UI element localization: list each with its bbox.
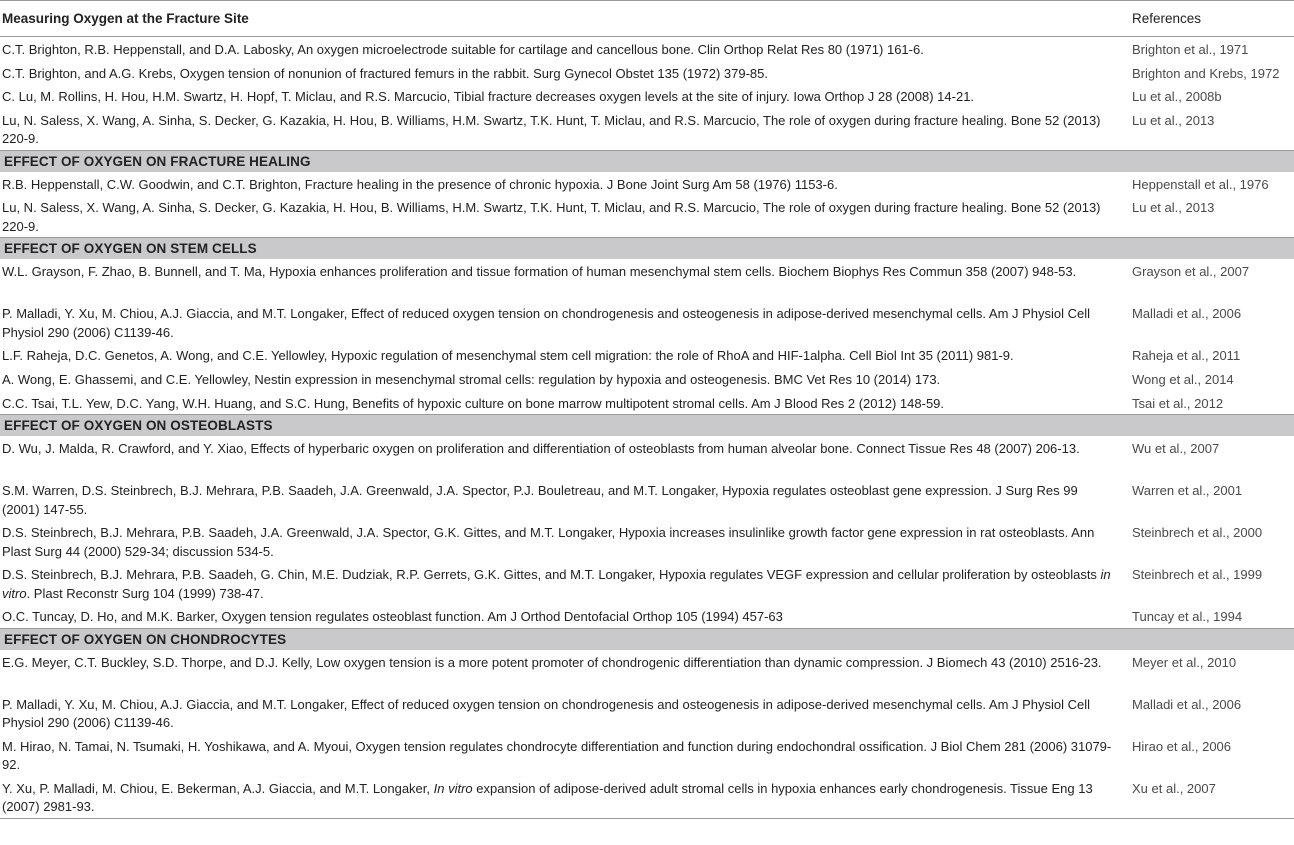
reference-short: Brighton et al., 1971 (1132, 42, 1249, 57)
section-heading: EFFECT OF OXYGEN ON FRACTURE HEALING (0, 150, 1294, 172)
citation-text: P. Malladi, Y. Xu, M. Chiou, A.J. Giaccia, and M.T. Longaker, Effect of reduced oxygen tension on chondrogenesis and osteogenesis in adipose-derived mesenchymal cells. Am J Physiol Cell Physiol 290 (2006) C1139-46. (2, 306, 1091, 340)
citation-text: C.T. Brighton, and A.G. Krebs, Oxygen tension of nonunion of fractured femurs in the rabbit. Surg Gynecol Obstet 135 (1972) 379-85. (2, 65, 768, 81)
table-row (0, 734, 1294, 776)
table-row (0, 391, 1294, 415)
citation-italic: in vitro (2, 567, 1111, 601)
table-row (0, 195, 1294, 237)
reference-short: Tsai et al., 2012 (1132, 395, 1224, 411)
citation-italic: In vitro (433, 780, 473, 796)
citation-text (0, 562, 1112, 603)
table-row (0, 650, 1294, 692)
citation-text: R.B. Heppenstall, C.W. Goodwin, and C.T. Brighton, Fracture healing in the presence of chronic hypoxia. J Bone Joint Surg Am 58 (1976) 1153-6. (2, 176, 838, 192)
reference-short: Malladi et al., 2006 (1132, 306, 1242, 322)
table-row (0, 172, 1294, 196)
citation-text: A. Wong, E. Ghassemi, and C.E. Yellowley, Nestin expression in mesenchymal stromal cells: regulation by hypoxia and osteogenesis. BMC Vet Res 10 (2014) 173. (2, 371, 941, 387)
reference-short: Grayson et al., 2007 (1132, 264, 1250, 280)
header-col-references: References (1132, 11, 1202, 26)
table-row (0, 84, 1294, 108)
table-header (0, 1, 1294, 37)
section-heading: EFFECT OF OXYGEN ON CHONDROCYTES (0, 628, 1294, 650)
section-heading: EFFECT OF OXYGEN ON OSTEOBLASTS (0, 414, 1294, 436)
table-row (0, 367, 1294, 391)
section-heading: EFFECT OF OXYGEN ON STEM CELLS (0, 237, 1294, 259)
bottom-rule (0, 818, 1294, 819)
citation-text-part: D.S. Steinbrech, B.J. Mehrara, P.B. Saadeh, G. Chin, M.E. Dudziak, R.P. Gerrets, G.K. Gittes, and M.T. Longaker, Hypoxia regulates VEGF expression and cellular proliferation by osteoblasts (2, 567, 1101, 583)
citation-text: D.S. Steinbrech, B.J. Mehrara, P.B. Saadeh, J.A. Greenwald, J.A. Spector, G.K. Gittes, and M.T. Longaker, Hypoxia increases insulinlike growth factor gene expression in rat osteoblasts. Ann Plast Surg 44 (2000) 529-34; discussion 534-5. (2, 525, 1095, 559)
reference-short: Xu et al., 2007 (1132, 780, 1216, 796)
reference-short: Raheja et al., 2011 (1132, 348, 1241, 364)
table-row (0, 61, 1294, 85)
reference-short: Lu et al., 2013 (1132, 200, 1215, 216)
reference-short: Hirao et al., 2006 (1132, 738, 1232, 754)
reference-short: Brighton and Krebs, 1972 (1132, 65, 1280, 81)
reference-short: Steinbrech et al., 2000 (1132, 525, 1263, 541)
citation-text: C.T. Brighton, R.B. Heppenstall, and D.A. Labosky, An oxygen microelectrode suitable for cartilage and cancellous bone. Clin Orthop Relat Res 80 (1971) 161-6. (2, 42, 924, 57)
table-row (0, 436, 1294, 478)
citation-text (0, 776, 1112, 817)
citation-text: D. Wu, J. Malda, R. Crawford, and Y. Xiao, Effects of hyperbaric oxygen on proliferation and differentiation of osteoblasts from human alveolar bone. Connect Tissue Res 48 (2007) 206-13. (2, 441, 1080, 457)
citation-text: C. Lu, M. Rollins, H. Hou, H.M. Swartz, H. Hopf, T. Miclau, and R.S. Marcucio, Tibial fracture decreases oxygen levels at the site of injury. Iowa Orthop J 28 (2008) 14-21. (2, 89, 975, 105)
table-body (0, 37, 1294, 818)
table-row (0, 343, 1294, 367)
reference-short: Tuncay et al., 1994 (1132, 609, 1243, 625)
header-col-topic: Measuring Oxygen at the Fracture Site (2, 11, 249, 26)
citation-text: C.C. Tsai, T.L. Yew, D.C. Yang, W.H. Huang, and S.C. Hung, Benefits of hypoxic culture on bone marrow multipotent stromal cells. Am J Blood Res 2 (2012) 148-59. (2, 395, 945, 411)
citation-text: Lu, N. Saless, X. Wang, A. Sinha, S. Decker, G. Kazakia, H. Hou, B. Williams, H.M. Swartz, T.K. Hunt, T. Miclau, and R.S. Marcucio, The role of oxygen during fracture healing. Bone 52 (2013) 220-9. (2, 200, 1101, 234)
citation-text: P. Malladi, Y. Xu, M. Chiou, A.J. Giaccia, and M.T. Longaker, Effect of reduced oxygen tension on chondrogenesis and osteogenesis in adipose-derived mesenchymal cells. Am J Physiol Cell Physiol 290 (2006) C1139-46. (2, 696, 1091, 731)
citation-text: L.F. Raheja, D.C. Genetos, A. Wong, and C.E. Yellowley, Hypoxic regulation of mesenchymal stem cell migration: the role of RhoA and HIF-1alpha. Cell Biol Int 35 (2011) 981-9. (2, 348, 1014, 364)
reference-short: Wu et al., 2007 (1132, 441, 1220, 457)
table-row (0, 562, 1294, 604)
citation-text-part: Y. Xu, P. Malladi, M. Chiou, E. Bekerman, A.J. Giaccia, and M.T. Longaker, (2, 780, 434, 796)
citation-text: O.C. Tuncay, D. Ho, and M.K. Barker, Oxygen tension regulates osteoblast function. Am J Orthod Dentofacial Orthop 105 (1994) 457-63 (2, 609, 783, 625)
reference-short: Malladi et al., 2006 (1132, 696, 1242, 712)
table-row (0, 37, 1294, 61)
reference-short: Heppenstall et al., 1976 (1132, 176, 1269, 192)
citation-text: Lu, N. Saless, X. Wang, A. Sinha, S. Decker, G. Kazakia, H. Hou, B. Williams, H.M. Swartz, T.K. Hunt, T. Miclau, and R.S. Marcucio, The role of oxygen during fracture healing. Bone 52 (2013) 220-9. (2, 112, 1101, 147)
table-row (0, 478, 1294, 520)
reference-short: Steinbrech et al., 1999 (1132, 567, 1263, 583)
citation-text: W.L. Grayson, F. Zhao, B. Bunnell, and T. Ma, Hypoxia enhances proliferation and tissue formation of human mesenchymal stem cells. Biochem Biophys Res Commun 358 (2007) 948-53. (2, 264, 1077, 280)
table-row (0, 108, 1294, 150)
reference-short: Wong et al., 2014 (1132, 371, 1234, 387)
citation-text: S.M. Warren, D.S. Steinbrech, B.J. Mehrara, P.B. Saadeh, J.A. Greenwald, J.A. Spector, P.J. Bouletreau, and M.T. Longaker, Hypoxia regulates osteoblast gene expression. J Surg Res 99 (2001) 147-55. (2, 483, 1078, 517)
table-row (0, 301, 1294, 343)
citation-text: E.G. Meyer, C.T. Buckley, S.D. Thorpe, and D.J. Kelly, Low oxygen tension is a more potent promoter of chondrogenic differentiation than dynamic compression. J Biomech 43 (2010) 2516-23. (2, 654, 1102, 670)
citation-text-part: expansion of adipose-derived adult stromal cells in hypoxia enhances early chondrogenesis. Tissue Eng 13 (2007) 2981-93. (2, 780, 1093, 815)
table-row (0, 259, 1294, 301)
reference-short: Lu et al., 2013 (1132, 112, 1215, 128)
reference-short: Warren et al., 2001 (1132, 483, 1243, 499)
table-row (0, 692, 1294, 734)
table-row (0, 520, 1294, 562)
table-row (0, 776, 1294, 818)
table-row (0, 604, 1294, 628)
reference-short: Meyer et al., 2010 (1132, 654, 1237, 670)
citation-text: M. Hirao, N. Tamai, N. Tsumaki, H. Yoshikawa, and A. Myoui, Oxygen tension regulates chondrocyte differentiation and function during endochondral ossification. J Biol Chem 281 (2006) 31079-92. (2, 738, 1112, 773)
citation-text-part: . Plast Reconstr Surg 104 (1999) 738-47. (26, 585, 264, 601)
reference-short: Lu et al., 2008b (1132, 89, 1222, 105)
